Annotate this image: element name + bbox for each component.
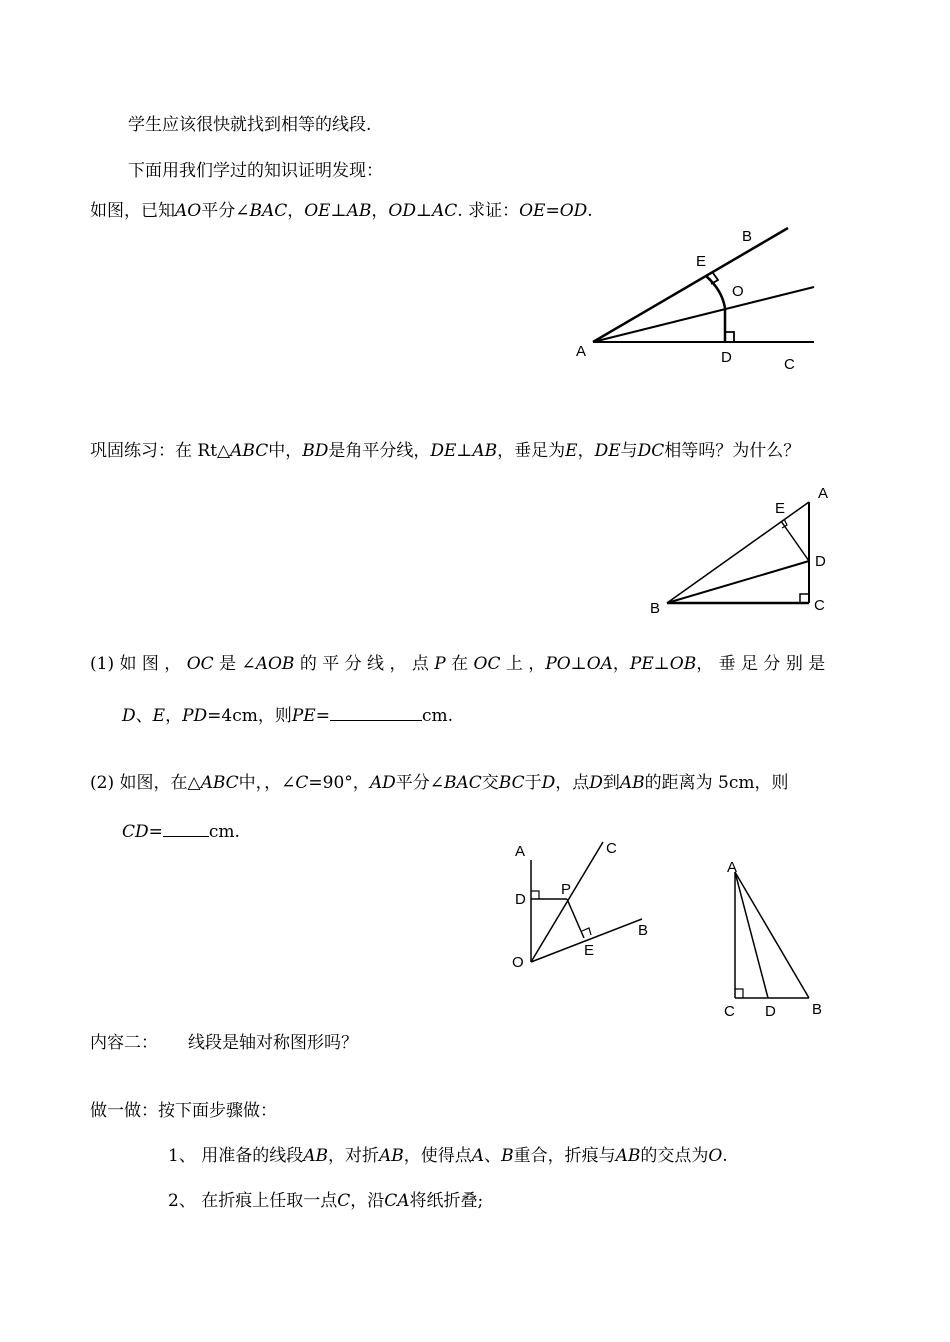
math: PO [545, 654, 571, 674]
figure-right-triangle-bisector [645, 483, 845, 618]
text: (1) 如 图 ， [90, 654, 182, 674]
label-a: A [515, 843, 526, 860]
right-angle-mark-d [531, 891, 539, 899]
ray-ab [593, 228, 788, 342]
text: ⊥ [415, 201, 432, 221]
math: PD [182, 706, 208, 726]
label-c: C [784, 356, 795, 373]
right-angle-mark-d [725, 332, 734, 342]
math: AB [615, 1146, 641, 1166]
section-two-heading [90, 1032, 358, 1054]
text: ⊥ [456, 441, 473, 461]
math: ABC [230, 441, 269, 461]
math: AB [619, 773, 645, 793]
text: ， [612, 654, 630, 674]
label-d: D [515, 891, 526, 908]
label-b: B [812, 1001, 823, 1018]
label-a: A [818, 485, 829, 502]
text: ，垂足为 [497, 441, 566, 461]
math: OE [519, 201, 546, 221]
text: ， [577, 441, 595, 461]
label-a: A [727, 859, 738, 876]
math: AB [346, 201, 372, 221]
practice-statement [90, 440, 800, 462]
math: CA [384, 1191, 410, 1211]
text: ⊥ [570, 654, 587, 674]
intro-line-2 [128, 160, 383, 182]
label-a: A [576, 343, 587, 360]
text: 交 [481, 773, 499, 793]
label-d: D [815, 553, 826, 570]
math: AOB [255, 654, 295, 674]
math: CD [122, 822, 149, 842]
label-p: P [561, 881, 572, 898]
text: cm. [421, 706, 453, 726]
step-2 [168, 1190, 483, 1212]
figure-triangle-ad [715, 855, 835, 1025]
question-1-line-1 [90, 653, 825, 675]
math: DE [430, 441, 457, 461]
activity-heading [90, 1100, 277, 1122]
text: cm. [208, 822, 240, 842]
label-b: B [650, 600, 661, 617]
question-2-line-2 [122, 820, 240, 843]
math: D [589, 773, 603, 793]
math: OD [388, 201, 416, 221]
text: 的距离为 5cm，则 [644, 773, 789, 793]
text: ， [287, 201, 305, 221]
math: E [565, 441, 578, 461]
question-1-line-2 [122, 704, 453, 727]
text: 相等吗？为什么？ [664, 441, 801, 461]
text: 平分∠ [395, 773, 444, 793]
math: OD [559, 201, 588, 221]
label-c: C [724, 1003, 735, 1020]
text: 2、 在折痕上任取一点 [168, 1191, 338, 1211]
text: 学生应该很快就找到相等的线段. [128, 115, 372, 135]
math: PE [291, 706, 316, 726]
text: ，对折 [328, 1146, 380, 1166]
intro-line-1 [128, 114, 371, 136]
text: 线段是轴对称图形吗？ [188, 1033, 358, 1053]
text: ， [165, 706, 183, 726]
label-b: B [742, 228, 753, 245]
bisector-bd [667, 561, 809, 603]
text: 的交点为 [640, 1146, 709, 1166]
text: 内容二： [90, 1033, 158, 1053]
math: P [434, 654, 446, 674]
math: AC [431, 201, 458, 221]
math: C [337, 1191, 351, 1211]
math: BAC [443, 773, 482, 793]
math: ABC [200, 773, 239, 793]
label-e: E [696, 253, 707, 270]
text: 的 平 分 线 ， 点 [299, 654, 429, 674]
math: AB [472, 441, 498, 461]
math: C [295, 773, 309, 793]
math: AB [303, 1146, 329, 1166]
text: ，沿 [350, 1191, 385, 1211]
text: =4cm，则 [207, 706, 292, 726]
text: 到 [602, 773, 620, 793]
text: 在 [451, 654, 469, 674]
text: 中， [268, 441, 303, 461]
answer-blank-2[interactable] [163, 820, 209, 837]
right-angle-mark-c [800, 594, 809, 603]
math: A [471, 1146, 485, 1166]
text: . 求证： [457, 201, 520, 221]
math: OE [304, 201, 331, 221]
text: 于 [524, 773, 542, 793]
text: 、 [484, 1146, 502, 1166]
text: 与 [620, 441, 638, 461]
text: 将纸折叠; [409, 1191, 484, 1211]
label-c: C [814, 597, 825, 614]
text: 重合，折痕与 [513, 1146, 616, 1166]
math: DC [637, 441, 665, 461]
text: ⊥ [330, 201, 347, 221]
text: 上 ， [505, 654, 546, 674]
label-d: D [721, 349, 732, 366]
text: 平分∠ [201, 201, 250, 221]
figure-angle-bisector [570, 220, 830, 380]
text: . [587, 201, 593, 221]
math: OA [586, 654, 613, 674]
text: 、 [135, 706, 153, 726]
right-angle-mark-c [735, 989, 743, 998]
text: 下面用我们学过的知识证明发现： [128, 161, 383, 181]
label-d: D [765, 1003, 776, 1020]
question-2-line-1 [90, 772, 789, 794]
text: 做一做：按下面步骤做： [90, 1101, 277, 1121]
math: E [152, 706, 166, 726]
answer-blank-1[interactable] [330, 704, 422, 721]
math: D [122, 706, 136, 726]
segment-de [781, 521, 809, 561]
text: ，点 [555, 773, 590, 793]
right-angle-mark-e [582, 928, 591, 935]
math: AO [175, 201, 202, 221]
text: ，使得点 [403, 1146, 472, 1166]
text: 中，，∠ [238, 773, 296, 793]
text: ， [371, 201, 389, 221]
label-e: E [775, 500, 786, 517]
math: OC [186, 654, 214, 674]
text: 巩固练习：在 Rt△ [90, 441, 231, 461]
text: = [315, 706, 330, 726]
text: (2) 如图，在△ [90, 773, 201, 793]
label-b: B [638, 922, 649, 939]
math: O [708, 1146, 723, 1166]
side-ab [735, 872, 809, 998]
math: B [501, 1146, 514, 1166]
figure-angle-aob [505, 835, 665, 975]
text: 是角平分线， [328, 441, 431, 461]
math: AD [369, 773, 396, 793]
math: DE [594, 441, 621, 461]
text: ⊥ [653, 654, 670, 674]
label-e: E [584, 942, 595, 959]
given-statement [90, 200, 593, 222]
math: OB [669, 654, 697, 674]
segment-ad [735, 872, 768, 998]
label-o: O [512, 954, 524, 971]
text: . [722, 1146, 728, 1166]
text: ， 垂 足 分 别 是 [696, 654, 826, 674]
label-c: C [606, 840, 617, 857]
text: = [148, 822, 163, 842]
math: BD [302, 441, 329, 461]
text: 1、 用准备的线段 [168, 1146, 304, 1166]
math: BAC [249, 201, 288, 221]
math: BC [498, 773, 525, 793]
text: = [545, 201, 560, 221]
math: PE [629, 654, 654, 674]
math: D [541, 773, 556, 793]
text: 是 ∠ [219, 654, 256, 674]
math: OC [473, 654, 501, 674]
side-ab [667, 502, 809, 603]
label-o: O [732, 283, 744, 300]
step-1 [168, 1145, 728, 1167]
text: 如图，已知 [90, 201, 175, 221]
math: AB [379, 1146, 404, 1166]
text: =90°， [308, 773, 370, 793]
segment-pe [567, 899, 584, 938]
ray-ao [593, 287, 814, 342]
